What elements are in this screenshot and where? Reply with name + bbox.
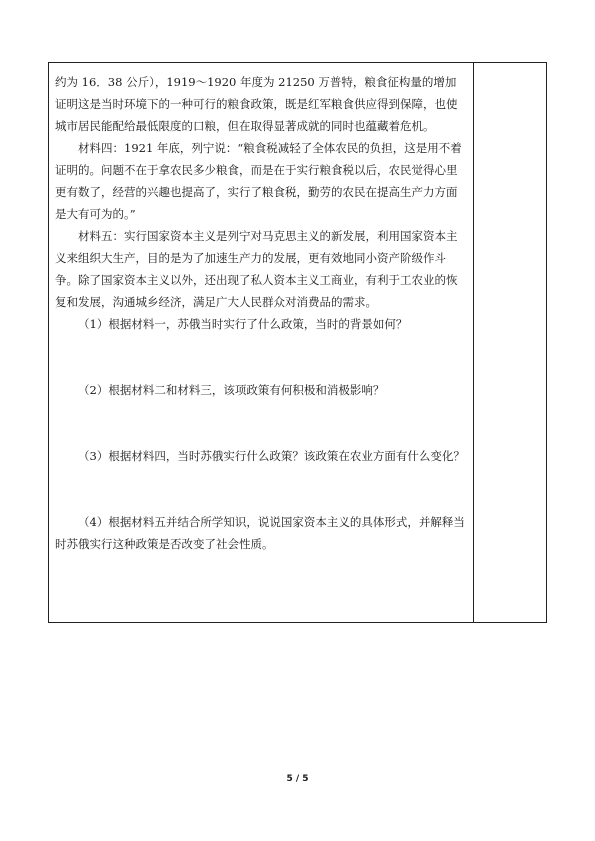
question-4: （4）根据材料五并结合所学知识，说说国家资本主义的具体形式，并解释当时苏俄实行这种政策是否改变了社会性质。 (55, 515, 465, 551)
paragraph-material-3-continued: 约为 16．38 公斤），1919～1920 年度为 21250 万普特，粮食征构量的增加证明这是当时环境下的一种可行的粮食政策，既是红军粮食供应得到保障，也使城市居民能配给最低限度的口粮，但在取得显著成就的同时也蕴藏着危机。 (55, 75, 458, 133)
paragraph-material-5: 材料五：实行国家资本主义是列宁对马克思主义的新发展，利用国家资本主义来组织大生产，目的是为了加速生产力的发展，更有效地同小资产阶级作斗争。除了国家资本主义以外，还出现了私人资本主义工商业，有利于工农业的恢复和发展，沟通城乡经济，满足广大人民群众对消费品的需求。 (55, 229, 458, 309)
page-number: 5 / 5 (286, 774, 309, 784)
content-table (48, 62, 547, 623)
question-3: （3）根据材料四，当时苏俄实行什么政策？该政策在农业方面有什么变化？ (78, 449, 465, 463)
paragraph-material-4: 材料四：1921 年底，列宁说：“粮食税减轻了全体农民的负担，这是用不着证明的。问题不在于拿农民多少粮食，而是在于实行粮食税以后，农民觉得心里更有数了，经营的兴趣也提高了，实行了粮食税，勤劳的农民在提高生产力方面是大有可为的。” (55, 141, 462, 221)
answer-space-2 (55, 401, 467, 445)
answer-space-3 (55, 467, 467, 511)
column-divider (473, 63, 474, 622)
question-1: （1）根据材料一，苏俄当时实行了什么政策，当时的背景如何？ (78, 317, 408, 331)
answer-space-1 (55, 335, 467, 379)
question-2: （2）根据材料二和材料三，该项政策有何积极和消极影响？ (78, 383, 385, 397)
main-cell (55, 71, 467, 555)
